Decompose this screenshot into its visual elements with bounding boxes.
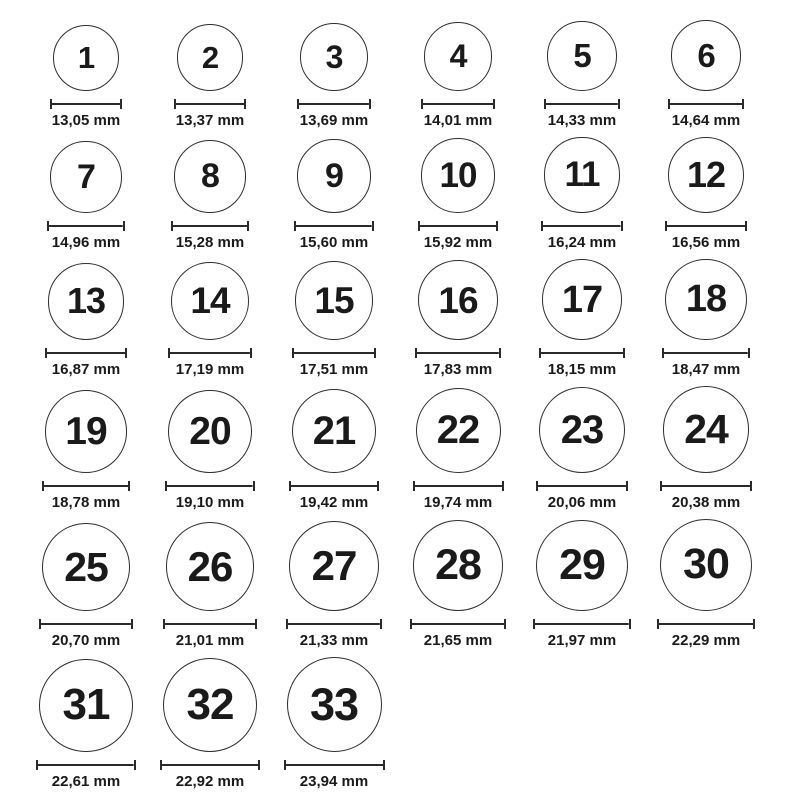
diameter-measure-line [42, 481, 130, 491]
ring-circle [39, 659, 132, 752]
ring-circle [536, 520, 627, 611]
ring-size-item [644, 20, 768, 129]
diameter-label: 18,15 mm [547, 360, 617, 378]
ring-size-item [148, 390, 272, 511]
ring-size-number: 28 [435, 541, 481, 590]
ring-circle [542, 259, 623, 340]
ring-size-number: 21 [312, 408, 356, 453]
ring-circle [421, 138, 495, 212]
ring-size-number: 5 [573, 37, 591, 75]
ring-size-number: 19 [65, 410, 107, 454]
diameter-label: 20,06 mm [547, 493, 617, 511]
diameter-label: 16,87 mm [51, 360, 121, 378]
ring-size-number: 33 [309, 678, 359, 730]
diameter-measure-line [284, 760, 385, 770]
diameter-measure-line [39, 619, 133, 629]
ring-size-grid [24, 20, 768, 790]
ring-size-item [148, 24, 272, 129]
ring-size-item [272, 261, 396, 378]
ring-size-number: 16 [438, 279, 478, 321]
diameter-label: 21,01 mm [175, 631, 245, 649]
ring-circle [668, 137, 744, 213]
ring-size-item [24, 141, 148, 250]
diameter-label: 14,33 mm [547, 111, 617, 129]
ring-size-item [644, 519, 768, 649]
ring-circle [48, 263, 125, 340]
ring-circle [53, 25, 119, 91]
diameter-measure-line [413, 481, 504, 491]
diameter-measure-line [421, 99, 496, 109]
diameter-measure-line [544, 99, 620, 109]
ring-size-row [24, 137, 768, 251]
ring-size-number: 14 [190, 280, 230, 322]
diameter-label: 17,51 mm [299, 360, 369, 378]
diameter-measure-line [662, 348, 749, 358]
ring-size-row [24, 386, 768, 511]
diameter-label: 21,33 mm [299, 631, 369, 649]
ring-circle [665, 259, 746, 340]
ring-size-item [644, 259, 768, 378]
ring-size-number: 12 [686, 153, 726, 195]
diameter-measure-line [289, 481, 379, 491]
diameter-measure-line [418, 221, 498, 231]
diameter-label: 15,92 mm [423, 233, 493, 251]
ring-circle [289, 521, 379, 611]
ring-size-item [520, 387, 644, 511]
ring-size-number: 17 [561, 278, 603, 321]
diameter-label: 19,74 mm [423, 493, 493, 511]
ring-circle [416, 388, 501, 473]
ring-size-item [272, 389, 396, 511]
ring-size-row [24, 20, 768, 129]
ring-size-number: 4 [449, 38, 467, 75]
ring-size-item [24, 390, 148, 510]
ring-circle [297, 139, 370, 212]
diameter-measure-line [660, 481, 753, 491]
ring-circle [45, 390, 127, 472]
diameter-label: 21,65 mm [423, 631, 493, 649]
ring-size-row [24, 519, 768, 649]
ring-size-number: 7 [77, 157, 95, 196]
ring-size-item [272, 23, 396, 129]
diameter-label: 16,24 mm [547, 233, 617, 251]
diameter-label: 15,60 mm [299, 233, 369, 251]
ring-circle [660, 519, 752, 611]
diameter-label: 19,10 mm [175, 493, 245, 511]
diameter-label: 14,01 mm [423, 111, 493, 129]
ring-size-item [520, 21, 644, 129]
ring-size-number: 9 [325, 156, 343, 195]
ring-circle [163, 658, 257, 752]
ring-size-number: 6 [697, 36, 715, 74]
ring-circle [177, 24, 244, 91]
ring-size-number: 24 [684, 405, 728, 452]
ring-size-number: 25 [64, 543, 108, 590]
diameter-measure-line [668, 99, 745, 109]
diameter-measure-line [174, 99, 247, 109]
diameter-label: 14,96 mm [51, 233, 121, 251]
ring-circle [42, 523, 130, 611]
ring-size-number: 27 [311, 542, 357, 590]
ring-size-number: 32 [186, 679, 234, 729]
diameter-label: 17,19 mm [175, 360, 245, 378]
diameter-measure-line [657, 619, 755, 629]
diameter-label: 16,56 mm [671, 233, 741, 251]
diameter-label: 20,38 mm [671, 493, 741, 511]
ring-size-item [520, 259, 644, 378]
diameter-label: 23,94 mm [299, 772, 369, 790]
ring-size-item [24, 25, 148, 129]
diameter-measure-line [168, 348, 252, 358]
ring-size-item [148, 658, 272, 790]
ring-size-item [520, 137, 644, 250]
ring-size-number: 11 [564, 155, 600, 195]
ring-size-number: 3 [325, 38, 343, 75]
ring-size-number: 1 [77, 40, 95, 75]
ring-size-item [24, 659, 148, 790]
diameter-label: 14,64 mm [671, 111, 741, 129]
ring-size-item [148, 522, 272, 649]
ring-size-item [396, 138, 520, 250]
ring-size-item [272, 521, 396, 649]
diameter-measure-line [47, 221, 124, 231]
diameter-measure-line [297, 99, 371, 109]
diameter-measure-line [165, 481, 254, 491]
diameter-measure-line [50, 99, 122, 109]
ring-size-row [24, 259, 768, 378]
diameter-measure-line [171, 221, 249, 231]
ring-circle [547, 21, 617, 91]
diameter-label: 22,92 mm [175, 772, 245, 790]
diameter-measure-line [292, 348, 377, 358]
ring-size-item [644, 137, 768, 251]
diameter-label: 20,70 mm [51, 631, 121, 649]
ring-size-item [396, 22, 520, 129]
ring-circle [50, 141, 121, 212]
diameter-measure-line [415, 348, 501, 358]
diameter-label: 22,29 mm [671, 631, 741, 649]
ring-size-item [520, 520, 644, 649]
ring-circle [174, 140, 246, 212]
ring-size-number: 29 [559, 540, 605, 589]
ring-circle [300, 23, 368, 91]
diameter-measure-line [665, 221, 747, 231]
ring-size-number: 31 [62, 680, 110, 730]
ring-size-item [272, 139, 396, 250]
ring-circle [424, 22, 493, 91]
ring-circle [168, 390, 251, 473]
ring-size-number: 23 [560, 407, 604, 452]
ring-circle [539, 387, 625, 473]
ring-size-item [24, 263, 148, 378]
ring-size-number: 10 [439, 155, 477, 195]
diameter-label: 22,61 mm [51, 772, 121, 790]
diameter-label: 21,97 mm [547, 631, 617, 649]
ring-size-number: 20 [189, 409, 231, 453]
diameter-measure-line [160, 760, 260, 770]
ring-size-number: 15 [314, 280, 354, 322]
diameter-label: 18,47 mm [671, 360, 741, 378]
diameter-measure-line [286, 619, 382, 629]
diameter-measure-line [410, 619, 507, 629]
ring-circle [663, 386, 750, 473]
ring-circle [166, 522, 255, 611]
ring-circle [287, 657, 382, 752]
diameter-measure-line [536, 481, 628, 491]
ring-size-item [644, 386, 768, 511]
diameter-label: 19,42 mm [299, 493, 369, 511]
ring-size-item [396, 388, 520, 511]
diameter-label: 13,05 mm [51, 111, 121, 129]
ring-circle [418, 260, 498, 340]
diameter-label: 15,28 mm [175, 233, 245, 251]
diameter-measure-line [533, 619, 630, 629]
ring-circle [671, 20, 742, 91]
diameter-label: 17,83 mm [423, 360, 493, 378]
ring-size-item [272, 657, 396, 790]
ring-size-item [396, 260, 520, 378]
ring-circle [292, 389, 376, 473]
ring-size-item [148, 262, 272, 378]
diameter-measure-line [45, 348, 128, 358]
diameter-label: 13,69 mm [299, 111, 369, 129]
diameter-measure-line [36, 760, 135, 770]
ring-size-number: 2 [201, 39, 219, 75]
ring-circle [171, 262, 249, 340]
diameter-measure-line [541, 221, 622, 231]
ring-size-item [148, 140, 272, 250]
ring-size-row [24, 657, 768, 790]
diameter-measure-line [539, 348, 626, 358]
diameter-measure-line [163, 619, 258, 629]
ring-size-number: 8 [201, 157, 219, 196]
ring-circle [413, 520, 504, 611]
ring-circle [295, 261, 374, 340]
diameter-label: 13,37 mm [175, 111, 245, 129]
ring-size-item [24, 523, 148, 649]
ring-size-number: 13 [66, 280, 106, 322]
ring-size-number: 26 [187, 542, 233, 590]
ring-size-number: 18 [685, 278, 727, 321]
ring-size-number: 30 [683, 540, 729, 589]
ring-size-number: 22 [436, 408, 480, 453]
diameter-label: 18,78 mm [51, 493, 121, 511]
ring-circle [544, 137, 619, 212]
diameter-measure-line [294, 221, 373, 231]
ring-size-item [396, 520, 520, 649]
